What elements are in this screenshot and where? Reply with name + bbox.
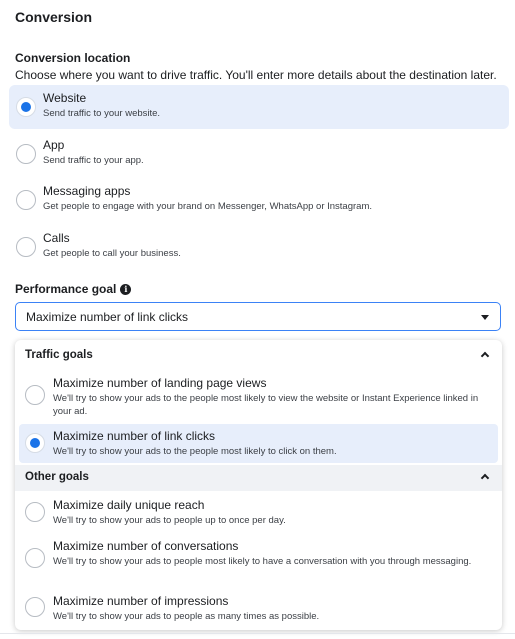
- info-icon[interactable]: i: [120, 284, 131, 295]
- location-option-label: App: [43, 138, 65, 152]
- location-option-label: Website: [43, 91, 87, 105]
- goal-label: Maximize number of landing page views: [53, 376, 267, 390]
- goal-option-conversations[interactable]: [19, 536, 498, 584]
- performance-goal-label: Performance goal: [15, 282, 117, 296]
- goal-option-link-clicks[interactable]: [19, 424, 498, 463]
- radio-messaging-apps[interactable]: [16, 190, 36, 210]
- goal-sub: We'll try to show your ads to people most likely to have a conversation with you through messaging.: [53, 556, 472, 567]
- goal-option-daily-unique-reach[interactable]: [19, 495, 498, 529]
- goal-label: Maximize daily unique reach: [53, 498, 205, 512]
- location-option-messaging-apps[interactable]: [9, 178, 509, 222]
- radio-conversations[interactable]: [25, 548, 45, 568]
- group-label: Other goals: [25, 471, 89, 483]
- performance-goal-title: [15, 282, 131, 296]
- radio-link-clicks[interactable]: [25, 433, 45, 453]
- goal-sub: We'll try to show your ads to the people most likely to view the website or Instant Experience linked in your ad.: [53, 393, 479, 417]
- conversion-location-description: Choose where you want to drive traffic. You'll enter more details about the destination later.: [15, 68, 497, 82]
- performance-goal-dropdown: [15, 340, 502, 630]
- location-option-sub: Send traffic to your app.: [43, 155, 144, 166]
- location-option-label: Messaging apps: [43, 184, 131, 198]
- location-option-label: Calls: [43, 231, 70, 245]
- section-title: Conversion: [15, 9, 93, 25]
- location-option-sub: Get people to call your business.: [43, 248, 181, 259]
- performance-goal-select[interactable]: [15, 302, 501, 331]
- goal-sub: We'll try to show your ads to people as many times as possible.: [53, 611, 320, 622]
- chevron-up-icon: [481, 474, 489, 482]
- group-label: Traffic goals: [25, 349, 93, 361]
- goal-sub: We'll try to show your ads to the people most likely to click on them.: [53, 446, 337, 457]
- location-option-calls[interactable]: [9, 225, 509, 269]
- goal-label: Maximize number of conversations: [53, 539, 239, 553]
- radio-landing-page-views[interactable]: [25, 385, 45, 405]
- location-option-sub: Get people to engage with your brand on Messenger, WhatsApp or Instagram.: [43, 201, 372, 212]
- goal-sub: We'll try to show your ads to people up to once per day.: [53, 515, 286, 526]
- caret-down-icon: [481, 315, 489, 320]
- conversion-location-title: Conversion location: [15, 51, 131, 65]
- location-option-website[interactable]: [9, 85, 509, 129]
- chevron-up-icon: [481, 352, 489, 360]
- goal-option-impressions[interactable]: [19, 591, 498, 627]
- select-value: Maximize number of link clicks: [26, 310, 189, 324]
- radio-app[interactable]: [16, 144, 36, 164]
- group-header-traffic-goals[interactable]: [15, 343, 502, 369]
- group-header-other-goals[interactable]: [15, 465, 502, 491]
- panel-bottom-divider: [0, 633, 515, 634]
- location-option-app[interactable]: [9, 132, 509, 176]
- radio-daily-unique-reach[interactable]: [25, 502, 45, 522]
- goal-option-landing-page-views[interactable]: [19, 373, 498, 421]
- radio-calls[interactable]: [16, 237, 36, 257]
- goal-label: Maximize number of link clicks: [53, 429, 216, 443]
- radio-impressions[interactable]: [25, 597, 45, 617]
- goal-label: Maximize number of impressions: [53, 594, 229, 608]
- radio-website[interactable]: [16, 97, 36, 117]
- location-option-sub: Send traffic to your website.: [43, 108, 161, 119]
